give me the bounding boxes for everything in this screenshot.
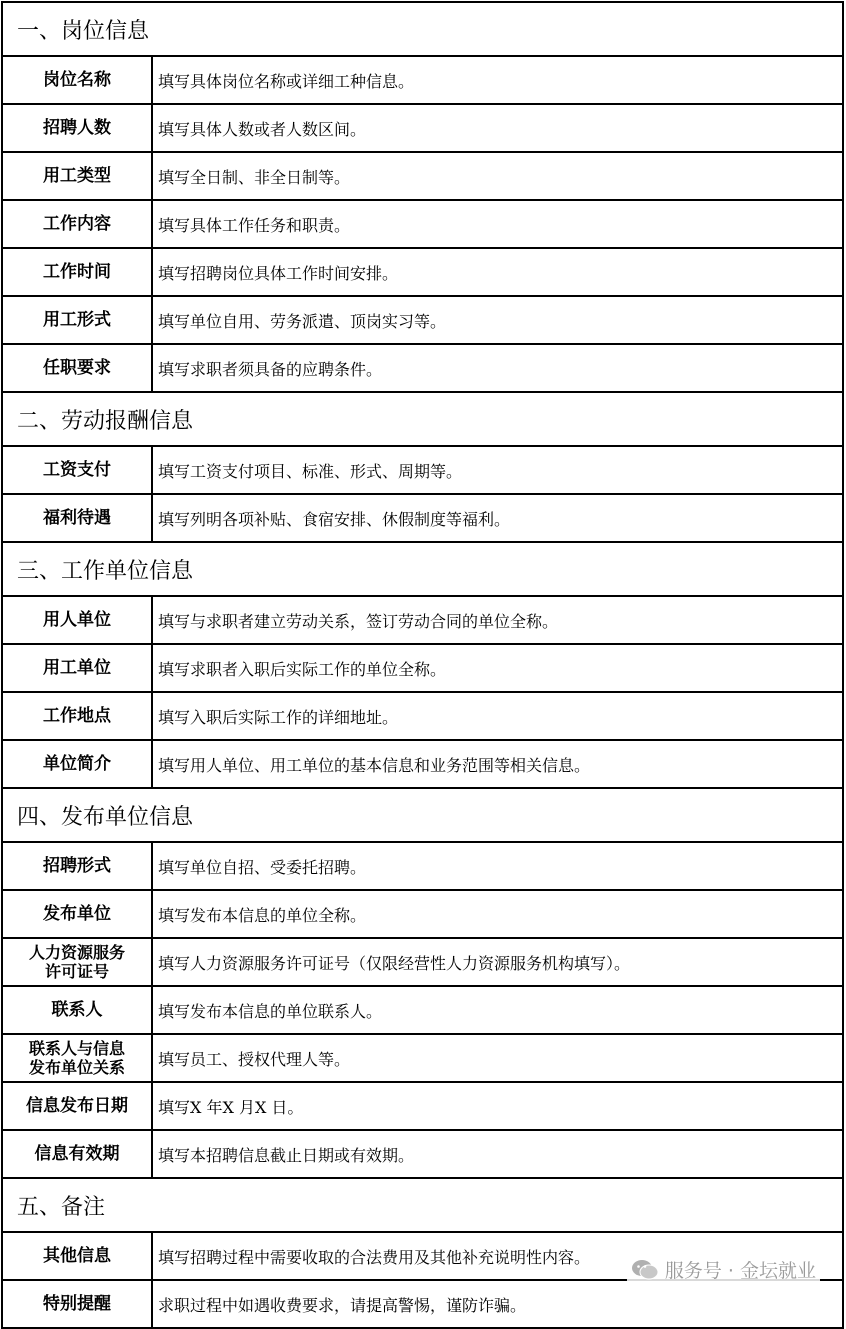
table-row [3,345,842,393]
row-label: 工作地点 [3,693,153,739]
row-value: 填写X 年X 月X 日。 [158,1097,304,1117]
row-label: 其他信息 [3,1233,153,1279]
section-title: 四、发布单位信息 [3,789,842,843]
row-value: 填写求职者须具备的应聘条件。 [158,359,383,379]
row-label: 用工类型 [3,153,153,199]
row-label: 人力资源服务 许可证号 [3,939,153,985]
row-value: 填写具体人数或者人数区间。 [158,119,367,139]
row-value: 填写单位自招、受委托招聘。 [158,857,367,877]
row-label: 信息有效期 [3,1131,153,1177]
table-row [3,939,842,987]
row-label: 特别提醒 [3,1281,153,1327]
info-table [1,1,844,1329]
row-value: 填写发布本信息的单位联系人。 [158,1001,383,1021]
row-label: 发布单位 [3,891,153,937]
row-value: 填写具体工作任务和职责。 [158,215,351,235]
table-row [3,645,842,693]
section-title: 一、岗位信息 [3,3,842,57]
row-value: 填写工资支付项目、标准、形式、周期等。 [158,461,463,481]
row-value: 填写员工、授权代理人等。 [158,1049,351,1069]
row-value: 填写本招聘信息截止日期或有效期。 [158,1145,415,1165]
row-label: 联系人 [3,987,153,1033]
row-label: 单位简介 [3,741,153,787]
table-row [3,1083,842,1131]
row-value: 填写招聘岗位具体工作时间安排。 [158,263,399,283]
row-value: 填写具体岗位名称或详细工种信息。 [158,71,415,91]
row-value: 填写列明各项补贴、食宿安排、休假制度等福利。 [158,509,511,529]
row-value: 填写单位自用、劳务派遣、顶岗实习等。 [158,311,447,331]
watermark [627,1254,820,1285]
table-row [3,1281,842,1329]
row-label: 招聘形式 [3,843,153,889]
row-value: 求职过程中如遇收费要求，请提高警惕，谨防诈骗。 [158,1295,527,1315]
section-title: 三、工作单位信息 [3,543,842,597]
row-value: 填写全日制、非全日制等。 [158,167,351,187]
table-row [3,201,842,249]
row-label: 岗位名称 [3,57,153,103]
table-row [3,891,842,939]
table-row [3,495,842,543]
row-value: 填写入职后实际工作的详细地址。 [158,707,399,727]
row-label: 招聘人数 [3,105,153,151]
table-row [3,693,842,741]
row-label: 信息发布日期 [3,1083,153,1129]
section-title: 五、备注 [3,1179,842,1233]
row-label: 工作内容 [3,201,153,247]
table-row [3,843,842,891]
table-row [3,297,842,345]
table-row [3,57,842,105]
table-row [3,987,842,1035]
table-row [3,741,842,789]
section-title: 二、劳动报酬信息 [3,393,842,447]
row-value: 填写人力资源服务许可证号（仅限经营性人力资源服务机构填写）。 [158,953,631,973]
row-label: 福利待遇 [3,495,153,541]
row-label: 联系人与信息 发布单位关系 [3,1035,153,1081]
table-row [3,1035,842,1083]
row-value: 填写与求职者建立劳动关系，签订劳动合同的单位全称。 [158,611,559,631]
table-row [3,105,842,153]
row-value: 填写用人单位、用工单位的基本信息和业务范围等相关信息。 [158,755,591,775]
row-label: 工资支付 [3,447,153,493]
row-label: 用工单位 [3,645,153,691]
row-label: 任职要求 [3,345,153,391]
row-value: 填写招聘过程中需要收取的合法费用及其他补充说明性内容。 [158,1247,591,1267]
watermark-text: 服务号 · 金坛就业 [664,1260,816,1282]
table-row [3,447,842,495]
row-label: 用工形式 [3,297,153,343]
row-label: 工作时间 [3,249,153,295]
row-label: 用人单位 [3,597,153,643]
table-row [3,1131,842,1179]
table-row [3,597,842,645]
table-row [3,153,842,201]
row-value: 填写求职者入职后实际工作的单位全称。 [158,659,447,679]
wechat-icon [631,1259,659,1281]
row-value: 填写发布本信息的单位全称。 [158,905,367,925]
table-row [3,249,842,297]
